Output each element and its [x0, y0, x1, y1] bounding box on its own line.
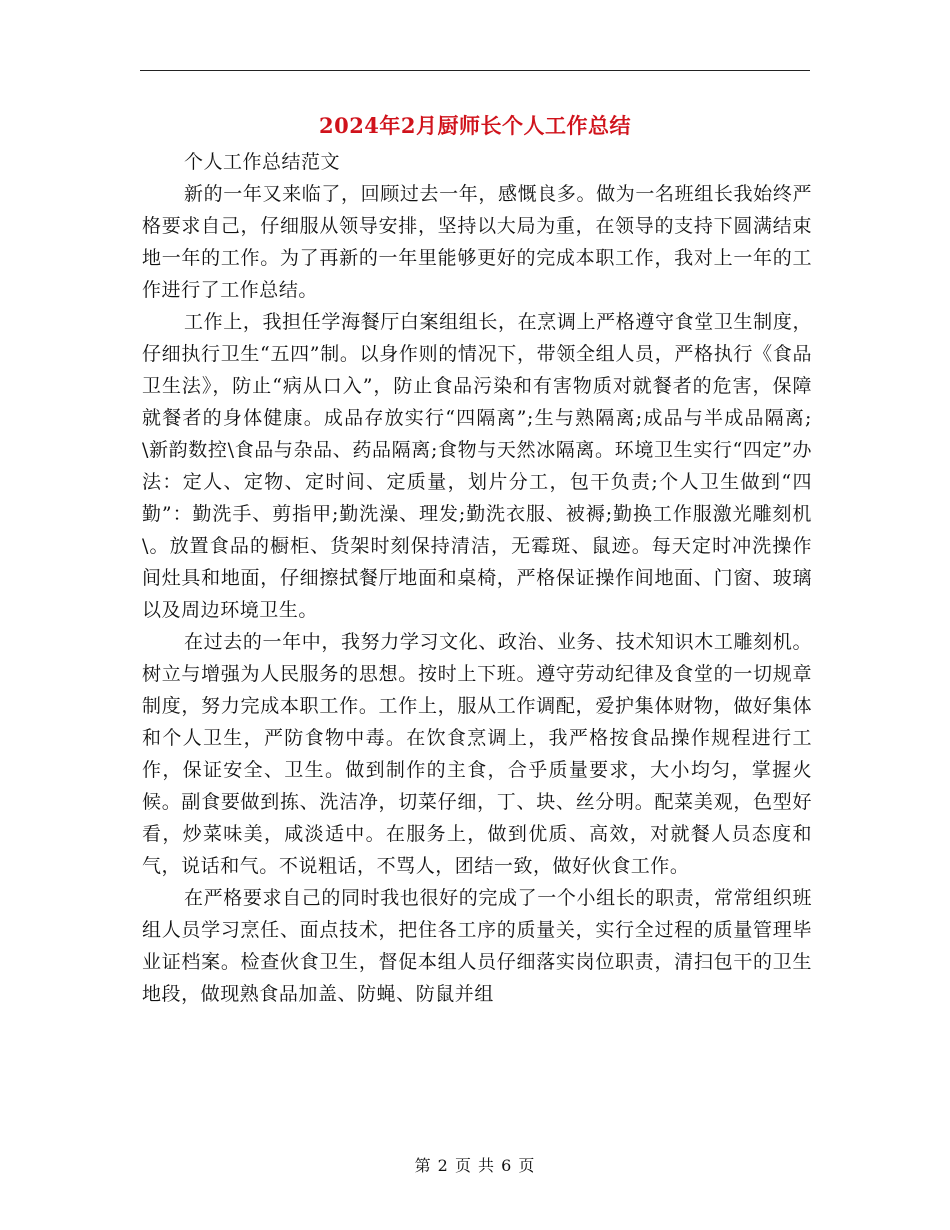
- paragraph-3: 在过去的一年中，我努力学习文化、政治、业务、技术知识木工雕刻机。树立与增强为人民服务的思想。按时上下班。遵守劳动纪律及食堂的一切规章制度，努力完成本职工作。工作上，服从工作调配，爱护集体财物，做好集体和个人卫生，严防食物中毒。在饮食烹调上，我严格按食品操作规程进行工作，保证安全、卫生。做到制作的主食，合乎质量要求，大小均匀，掌握火候。副食要做到拣、洗洁净，切菜仔细，丁、块、丝分明。配菜美观，色型好看，炒菜味美，咸淡适中。在服务上，做到优质、高效，对就餐人员态度和气，说话和气。不说粗话，不骂人，团结一致，做好伙食工作。: [142, 631, 812, 877]
- paragraph-1: 新的一年又来临了，回顾过去一年，感慨良多。做为一名班组长我始终严格要求自己，仔细服从领导安排，坚持以大局为重，在领导的支持下圆满结束地一年的工作。为了再新的一年里能够更好的完成本职工作，我对上一年的工作进行了工作总结。: [142, 183, 812, 301]
- document-subtitle: 个人工作总结范文: [184, 151, 341, 173]
- document-body: [142, 146, 812, 1010]
- page-number-footer: 第 2 页 共 6 页: [414, 1156, 536, 1175]
- document-title: 2024年2月厨师长个人工作总结: [318, 113, 632, 138]
- paragraph-4: 在严格要求自己的同时我也很好的完成了一个小组长的职责，常常组织班组人员学习烹任、面点技术，把住各工序的质量关，实行全过程的质量管理毕业证档案。检查伙食卫生，督促本组人员仔细落实岗位职责，清扫包干的卫生地段，做现熟食品加盖、防蝇、防鼠并组: [142, 887, 812, 1005]
- paragraph-2: 工作上，我担任学海餐厅白案组组长，在烹调上严格遵守食堂卫生制度，仔细执行卫生“五四”制。以身作则的情况下，带领全组人员，严格执行《食品卫生法》，防止“病从口入”，防止食品污染和有害物质对就餐者的危害，保障就餐者的身体健康。成品存放实行“四隔离”;生与熟隔离;成品与半成品隔离; \新韵数控\食品与杂品、药品隔离;食物与天然冰隔离。环境卫生实行“四定”办法：定人、定物、定时间、定质量，划片分工，包干负责;个人卫生做到“四勤”：勤洗手、剪指甲;勤洗澡、理发;勤洗衣服、被褥;勤换工作服激光雕刻机\。放置食品的橱柜、货架时刻保持清洁，无霉斑、鼠迹。每天定时冲洗操作间灶具和地面，仔细擦拭餐厅地面和桌椅，严格保证操作间地面、门窗、玻璃以及周边环境卫生。: [142, 311, 812, 621]
- header-rule: [140, 70, 810, 71]
